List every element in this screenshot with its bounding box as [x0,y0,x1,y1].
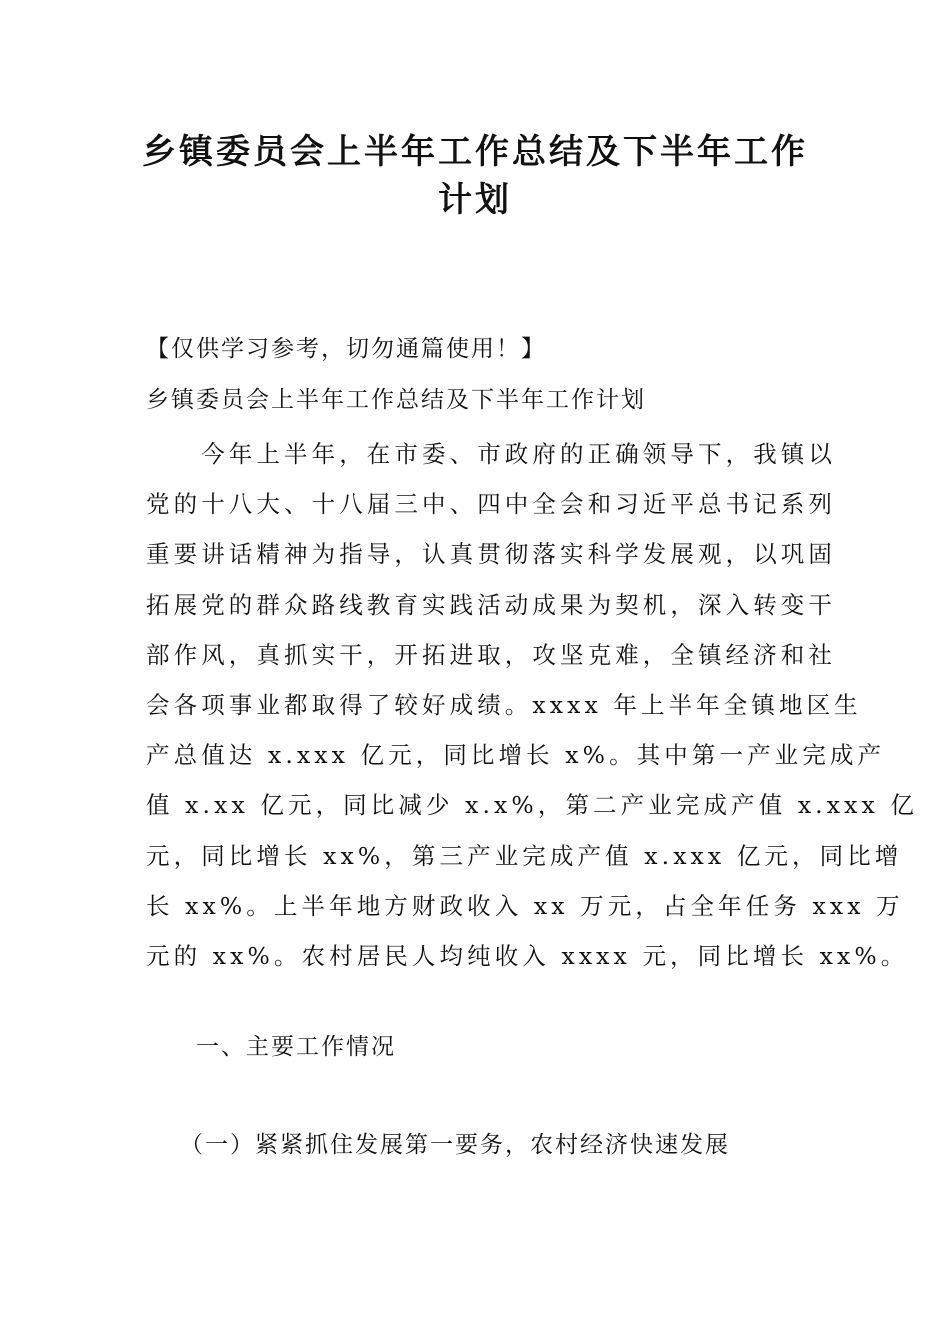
paragraph-line: 元的 xx%。农村居民人均纯收入 xxxx 元，同比增长 xx%。 [146,941,909,970]
paragraph-line: 部作风，真抓实干，开拓进取，攻坚克难，全镇经济和社 [146,640,836,669]
paragraph-line: 党的十八大、十八届三中、四中全会和习近平总书记系列 [146,490,836,519]
document-subtitle: 乡镇委员会上半年工作总结及下半年工作计划 [146,387,646,413]
paragraph-line: 值 x.xx 亿元，同比减少 x.x%，第二产业完成产值 x.xxx 亿 [146,791,918,820]
document-title-line-2: 计划 [438,180,512,220]
paragraph-line: 拓展党的群众路线教育实践活动成果为契机，深入转变干 [146,590,836,619]
paragraph-line: 元，同比增长 xx%，第三产业完成产值 x.xxx 亿元，同比增 [146,841,903,870]
usage-notice: 【仅供学习参考，切勿通篇使用！】 [146,336,546,362]
subsection-heading: （一）紧紧抓住发展第一要务，农村经济快速发展 [180,1132,730,1158]
document-title-line-1: 乡镇委员会上半年工作总结及下半年工作 [142,132,808,172]
paragraph-line: 重要讲话精神为指导，认真贯彻落实科学发展观，以巩固 [146,540,836,569]
paragraph-line: 会各项事业都取得了较好成绩。xxxx 年上半年全镇地区生 [146,690,862,719]
paragraph-line: 长 xx%。上半年地方财政收入 xx 万元，占全年任务 xxx 万 [146,891,904,920]
paragraph-line: 产总值达 x.xxx 亿元，同比增长 x%。其中第一产业完成产 [146,741,886,770]
section-heading: 一、主要工作情况 [196,1034,396,1060]
paragraph-line: 今年上半年，在市委、市政府的正确领导下，我镇以 [146,440,836,468]
intro-paragraph [146,429,918,981]
